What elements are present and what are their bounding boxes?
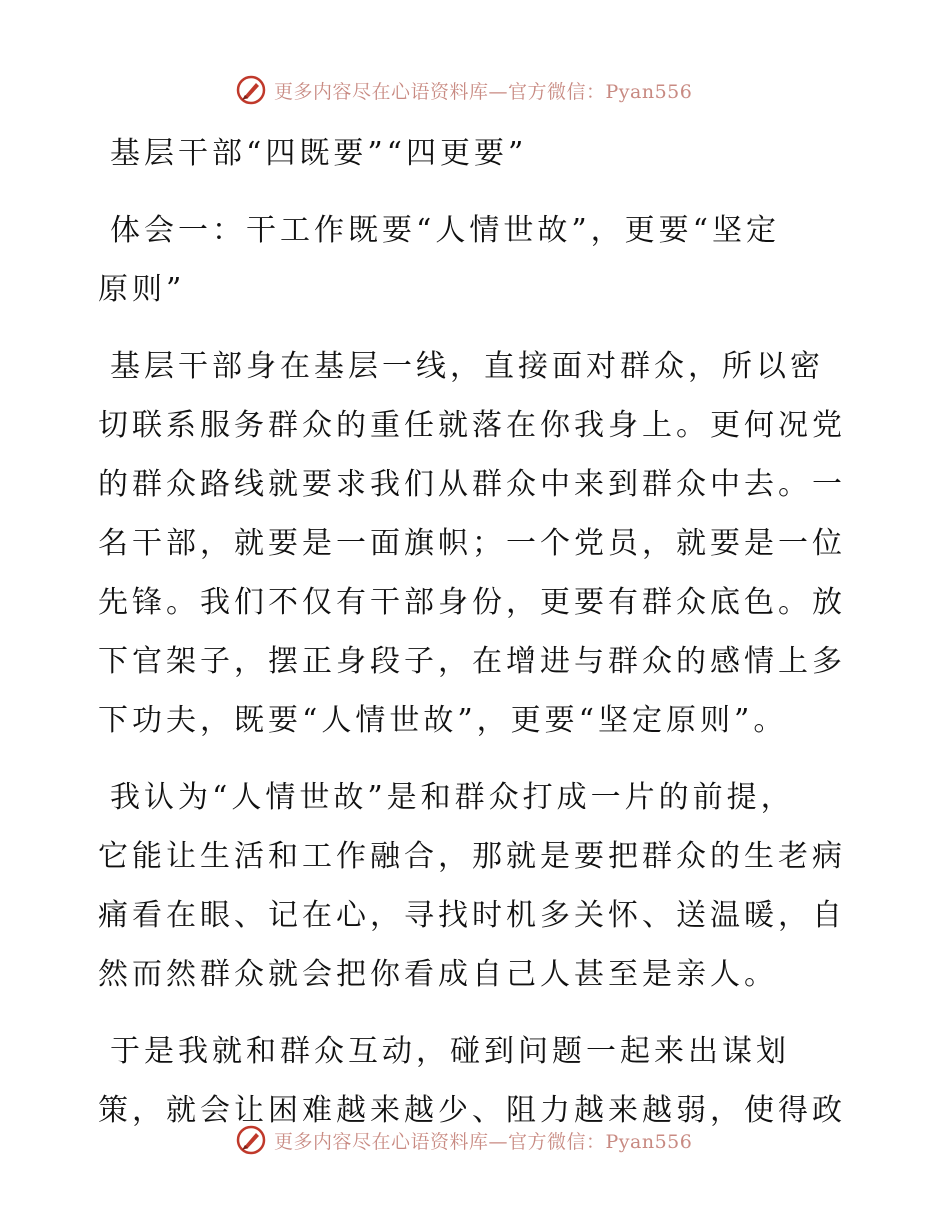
paragraph-line: 原则” (98, 272, 186, 307)
paragraph-line: 先锋。我们不仅有干部身份，更要有群众底色。放 (98, 585, 846, 620)
paragraph-line: 它能让生活和工作融合，那就是要把群众的生老病 (98, 839, 846, 874)
watermark-header (236, 73, 692, 107)
paragraph-line: 我认为“人情世故”是和群众打成一片的前提， (110, 780, 795, 815)
watermark-footer (236, 1123, 692, 1157)
paragraph-2 (98, 337, 858, 750)
paragraph-line: 基层干部身在基层一线，直接面对群众，所以密 (110, 349, 824, 384)
paragraph-line: 策，就会让困难越来越少、阻力越来越弱，使得政 (98, 1093, 846, 1128)
title-line: 基层干部“四既要”“四更要” (110, 136, 528, 171)
paragraph-1 (98, 201, 858, 319)
paragraph-line: 下功夫，既要“人情世故”，更要“坚定原则”。 (98, 703, 788, 738)
paragraph-line: 体会一：干工作既要“人情世故”，更要“坚定 (110, 213, 781, 248)
paragraph-line: 痛看在眼、记在心，寻找时机多关怀、送温暖，自 (98, 898, 846, 933)
document-body (98, 124, 858, 1158)
watermark-text: 更多内容尽在心语资料库—官方微信：Pyan556 (274, 80, 693, 103)
paragraph-line: 名干部，就要是一面旗帜；一个党员，就要是一位 (98, 526, 846, 561)
watermark-text: 更多内容尽在心语资料库—官方微信：Pyan556 (274, 1130, 693, 1153)
paragraph-line: 下官架子，摆正身段子，在增进与群众的感情上多 (98, 644, 846, 679)
paragraph-line: 然而然群众就会把你看成自己人甚至是亲人。 (98, 957, 778, 992)
paragraph-line: 的群众路线就要求我们从群众中来到群众中去。一 (98, 467, 846, 502)
paragraph-3 (98, 768, 858, 1004)
document-title (98, 124, 858, 183)
paragraph-line: 切联系服务群众的重任就落在你我身上。更何况党 (98, 408, 846, 443)
pen-logo-icon (236, 1125, 266, 1155)
paragraph-line: 于是我就和群众互动，碰到问题一起来出谋划 (110, 1034, 790, 1069)
pen-logo-icon (236, 75, 266, 105)
